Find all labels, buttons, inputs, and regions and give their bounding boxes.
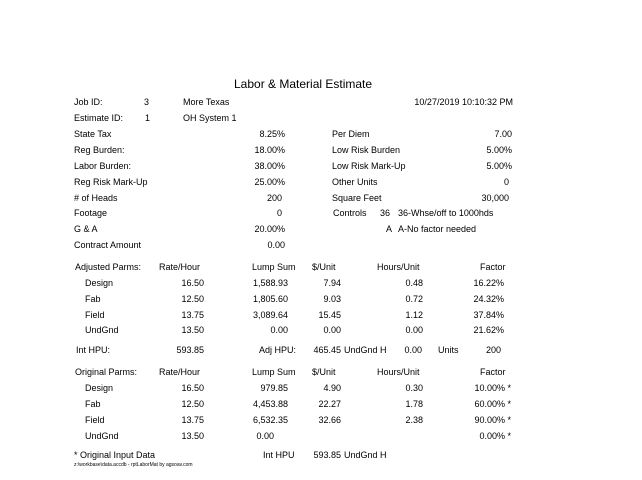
row-lump-sum: 1,805.60 xyxy=(252,294,288,304)
row-hours-unit: 0.48 xyxy=(405,278,423,288)
row-lump-sum: 1,588.93 xyxy=(252,278,288,288)
row-hours-unit: 2.38 xyxy=(405,415,423,425)
param-value-g-and-a: 20.00% xyxy=(254,224,285,234)
param-value-reg-risk-markup: 25.00% xyxy=(254,177,285,187)
row-lump-sum: 979.85 xyxy=(260,383,288,393)
row-per-unit: 4.90 xyxy=(323,383,341,393)
row-rate: 13.75 xyxy=(181,310,204,320)
row-lump-sum: 4,453.88 xyxy=(252,399,288,409)
row-factor: 90.00% * xyxy=(474,415,511,425)
column-factor: Factor xyxy=(480,367,506,377)
row-factor: 0.00% * xyxy=(479,431,511,441)
row-hours-unit: 0.30 xyxy=(405,383,423,393)
param-value-labor-burden: 38.00% xyxy=(254,161,285,171)
row-per-unit: 22.27 xyxy=(318,399,341,409)
estimate-id-value: 1 xyxy=(145,113,151,123)
param-label-low-risk-burden: Low Risk Burden xyxy=(332,145,401,155)
row-per-unit: 0.00 xyxy=(323,325,341,335)
param-label-g-and-a: G & A xyxy=(74,224,98,234)
column-dollar-per-unit: $/Unit xyxy=(312,262,336,272)
param-value-square-feet: 30,000 xyxy=(481,193,509,203)
column-rate-hour: Rate/Hour xyxy=(159,367,201,377)
job-id-value: 3 xyxy=(144,97,150,107)
column-lump-sum: Lump Sum xyxy=(252,262,296,272)
row-hours-unit: 0.72 xyxy=(405,294,423,304)
row-name: Field xyxy=(85,415,105,425)
int-hpu-value: 593.85 xyxy=(176,345,204,355)
report-title: Labor & Material Estimate xyxy=(234,77,373,91)
param-value-contract-amount: 0.00 xyxy=(267,240,285,250)
row-name: Fab xyxy=(85,399,101,409)
undgnd-h-value: 0.00 xyxy=(404,345,422,355)
param-value-per-diem: 7.00 xyxy=(494,129,512,139)
param-label-footage: Footage xyxy=(74,208,108,218)
footer-int-hpu-label: Int HPU xyxy=(263,450,295,460)
row-name: UndGnd xyxy=(85,325,119,335)
row-hours-unit: 0.00 xyxy=(405,325,423,335)
int-hpu-label: Int HPU: xyxy=(76,345,111,355)
column-hours-unit: Hours/Unit xyxy=(377,367,420,377)
controls-description: 36-Whse/off to 1000hds xyxy=(398,208,494,218)
param-label-low-risk-markup: Low Risk Mark-Up xyxy=(332,161,406,171)
row-rate: 12.50 xyxy=(181,399,204,409)
factor-note-code: A xyxy=(386,224,393,234)
units-value: 200 xyxy=(485,345,501,355)
estimate-id-label: Estimate ID: xyxy=(74,113,124,123)
row-lump-sum: 0.00 xyxy=(270,325,288,335)
row-name: Design xyxy=(85,383,114,393)
param-value-heads: 200 xyxy=(266,193,282,203)
column-hours-unit: Hours/Unit xyxy=(377,262,420,272)
footer-int-hpu-value: 593.85 xyxy=(313,450,341,460)
row-name: Field xyxy=(85,310,105,320)
adjusted-heading: Adjusted Parms: xyxy=(75,262,142,272)
footer-undgnd-h-label: UndGnd H xyxy=(344,450,387,460)
row-lump-sum: 6,532.35 xyxy=(252,415,288,425)
param-value-low-risk-burden: 5.00% xyxy=(486,145,512,155)
row-factor: 10.00% * xyxy=(474,383,511,393)
row-rate: 13.50 xyxy=(181,431,204,441)
footer-file-path: z:\workbase\data.accdb - rptLaborMat by agsoav.com xyxy=(74,462,193,468)
original-heading: Original Parms: xyxy=(75,367,138,377)
row-factor: 37.84% xyxy=(473,310,504,320)
column-lump-sum: Lump Sum xyxy=(252,367,296,377)
param-label-contract-amount: Contract Amount xyxy=(74,240,142,250)
row-lump-sum: 0.00 xyxy=(256,431,274,441)
param-label-state-tax: State Tax xyxy=(74,129,112,139)
controls-label: Controls xyxy=(333,208,367,218)
row-per-unit: 15.45 xyxy=(318,310,341,320)
row-lump-sum: 3,089.64 xyxy=(252,310,288,320)
row-factor: 60.00% * xyxy=(474,399,511,409)
undgnd-h-label: UndGnd H xyxy=(344,345,387,355)
param-value-reg-burden: 18.00% xyxy=(254,145,285,155)
row-factor: 21.62% xyxy=(473,325,504,335)
job-name: More Texas xyxy=(183,97,230,107)
param-value-footage: 0 xyxy=(276,208,282,218)
param-value-other-units: 0 xyxy=(503,177,509,187)
adj-hpu-label: Adj HPU: xyxy=(259,345,297,355)
param-label-heads: # of Heads xyxy=(74,193,118,203)
row-factor: 24.32% xyxy=(473,294,504,304)
row-per-unit: 9.03 xyxy=(323,294,341,304)
param-label-reg-risk-markup: Reg Risk Mark-Up xyxy=(74,177,148,187)
footer-note: * Original Input Data xyxy=(74,450,156,460)
row-name: Design xyxy=(85,278,114,288)
row-rate: 12.50 xyxy=(181,294,204,304)
row-per-unit: 7.94 xyxy=(323,278,341,288)
row-rate: 16.50 xyxy=(181,383,204,393)
row-hours-unit: 1.12 xyxy=(405,310,423,320)
param-value-state-tax: 8.25% xyxy=(259,129,285,139)
column-dollar-per-unit: $/Unit xyxy=(312,367,336,377)
job-id-label: Job ID: xyxy=(74,97,103,107)
param-label-square-feet: Square Feet xyxy=(332,193,382,203)
row-name: UndGnd xyxy=(85,431,119,441)
param-label-other-units: Other Units xyxy=(332,177,378,187)
controls-code: 36 xyxy=(380,208,391,218)
report-datetime: 10/27/2019 10:10:32 PM xyxy=(414,97,513,107)
estimate-name: OH System 1 xyxy=(183,113,237,123)
param-label-per-diem: Per Diem xyxy=(332,129,370,139)
row-rate: 16.50 xyxy=(181,278,204,288)
column-rate-hour: Rate/Hour xyxy=(159,262,201,272)
param-value-low-risk-markup: 5.00% xyxy=(486,161,512,171)
row-per-unit: 32.66 xyxy=(318,415,341,425)
factor-note-description: A-No factor needed xyxy=(398,224,477,234)
param-label-reg-burden: Reg Burden: xyxy=(74,145,125,155)
row-hours-unit: 1.78 xyxy=(405,399,423,409)
adj-hpu-value: 465.45 xyxy=(313,345,341,355)
units-label: Units xyxy=(438,345,459,355)
row-rate: 13.75 xyxy=(181,415,204,425)
row-rate: 13.50 xyxy=(181,325,204,335)
row-name: Fab xyxy=(85,294,101,304)
row-factor: 16.22% xyxy=(473,278,504,288)
param-label-labor-burden: Labor Burden: xyxy=(74,161,132,171)
column-factor: Factor xyxy=(480,262,506,272)
